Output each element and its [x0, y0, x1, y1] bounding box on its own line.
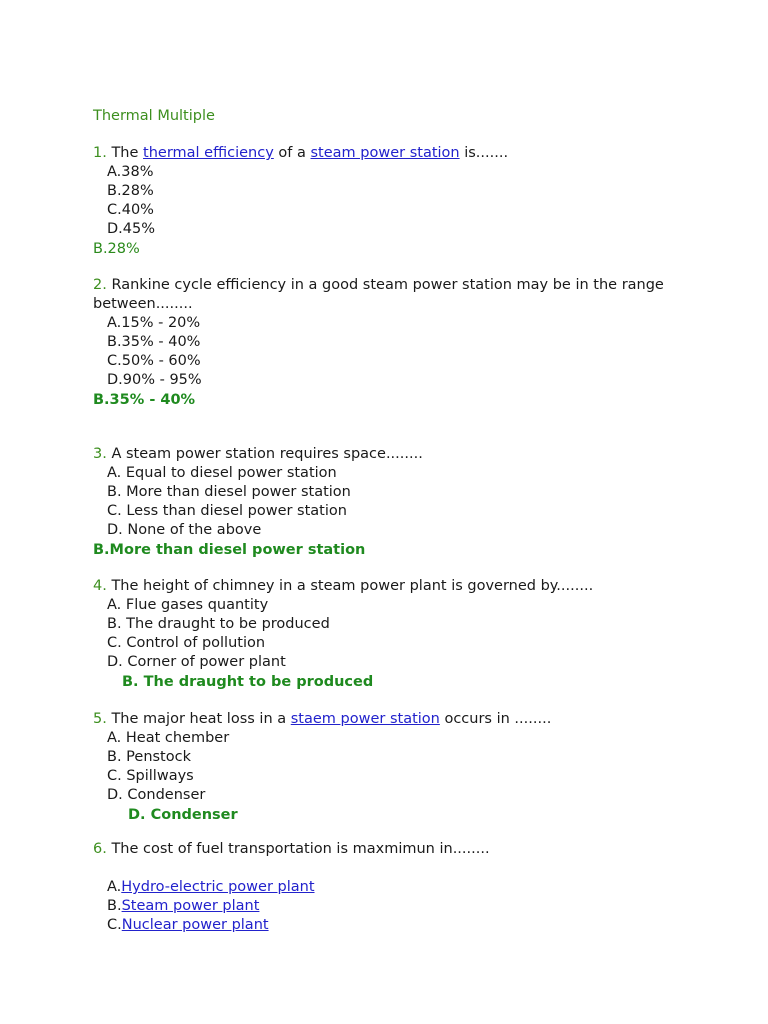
option: D. Condenser: [107, 787, 206, 803]
option: B. Penstock: [107, 749, 191, 765]
option: C. Spillways: [107, 768, 194, 784]
question-2-answer: B.35% - 40%: [93, 392, 196, 408]
link-steam-power-station[interactable]: steam power station: [310, 145, 460, 161]
option: A.15% - 20%: [107, 315, 201, 331]
spacer: [93, 859, 673, 878]
question-3-options: [93, 464, 673, 540]
question-3-answer: B.More than diesel power station: [93, 542, 366, 558]
option: D.45%: [107, 221, 156, 237]
question-1-text: [93, 144, 673, 163]
option: A. Equal to diesel power station: [107, 465, 337, 481]
question-text-part: occurs in ........: [439, 711, 552, 727]
document-title: Thermal Multiple: [93, 108, 215, 124]
question-4: [93, 577, 673, 692]
question-2-text: [93, 276, 673, 314]
question-6: [93, 840, 673, 935]
question-4-answer: B. The draught to be produced: [122, 674, 374, 690]
option: B. More than diesel power station: [107, 484, 351, 500]
question-number: 2.: [93, 277, 107, 293]
option: C. Less than diesel power station: [107, 503, 347, 519]
link-steam-power-plant[interactable]: Steam power plant: [121, 898, 260, 914]
question-4-options: [93, 596, 673, 672]
question-number: 5.: [93, 711, 107, 727]
question-text-part: The major heat loss in a: [106, 711, 291, 727]
option: C.50% - 60%: [107, 353, 201, 369]
question-2: [93, 276, 673, 410]
question-4-text: [93, 577, 673, 596]
option: [107, 916, 673, 935]
question-number: 6.: [93, 841, 107, 857]
link-hydro-electric-power-plant[interactable]: Hydro-electric power plant: [121, 879, 315, 895]
question-number: 4.: [93, 578, 107, 594]
question-5-answer: D. Condenser: [128, 807, 238, 823]
question-text-part: The cost of fuel transportation is maxmimun in........: [106, 841, 490, 857]
option: C.40%: [107, 202, 154, 218]
question-1-options: [93, 163, 673, 239]
option: B.35% - 40%: [107, 334, 201, 350]
question-number: 3.: [93, 446, 107, 462]
option-prefix: C.: [107, 917, 122, 933]
question-3: [93, 445, 673, 560]
option: C. Control of pollution: [107, 635, 266, 651]
question-6-text: [93, 840, 673, 859]
option: [107, 878, 673, 897]
link-nuclear-power-plant[interactable]: Nuclear power plant: [121, 917, 269, 933]
question-1: [93, 144, 673, 259]
question-5-text: [93, 710, 673, 729]
option: D.90% - 95%: [107, 372, 202, 388]
question-5-options: [93, 729, 673, 805]
option: D. None of the above: [107, 522, 262, 538]
question-2-options: [93, 314, 673, 390]
option: A. Flue gases quantity: [107, 597, 269, 613]
question-6-options: [93, 878, 673, 935]
option-prefix: B.: [107, 898, 122, 914]
option: B. The draught to be produced: [107, 616, 330, 632]
question-3-text: [93, 445, 673, 464]
option: D. Corner of power plant: [107, 654, 286, 670]
link-thermal-efficiency[interactable]: thermal efficiency: [143, 145, 274, 161]
question-text-part: Rankine cycle efficiency in a good steam power station may be in the range between........: [93, 277, 664, 312]
option: B.28%: [107, 183, 154, 199]
question-1-answer: B.28%: [93, 241, 140, 257]
question-text-part: The height of chimney in a steam power plant is governed by........: [106, 578, 594, 594]
question-text-part: A steam power station requires space........: [106, 446, 423, 462]
link-staem-power-station[interactable]: staem power station: [290, 711, 440, 727]
option-prefix: A.: [107, 879, 122, 895]
question-5: [93, 710, 673, 825]
option: A.38%: [107, 164, 154, 180]
question-text-part: of a: [273, 145, 311, 161]
question-text-part: is.......: [459, 145, 509, 161]
option: [107, 897, 673, 916]
option: A. Heat chember: [107, 730, 230, 746]
question-number: 1.: [93, 145, 107, 161]
question-text-part: The: [106, 145, 144, 161]
